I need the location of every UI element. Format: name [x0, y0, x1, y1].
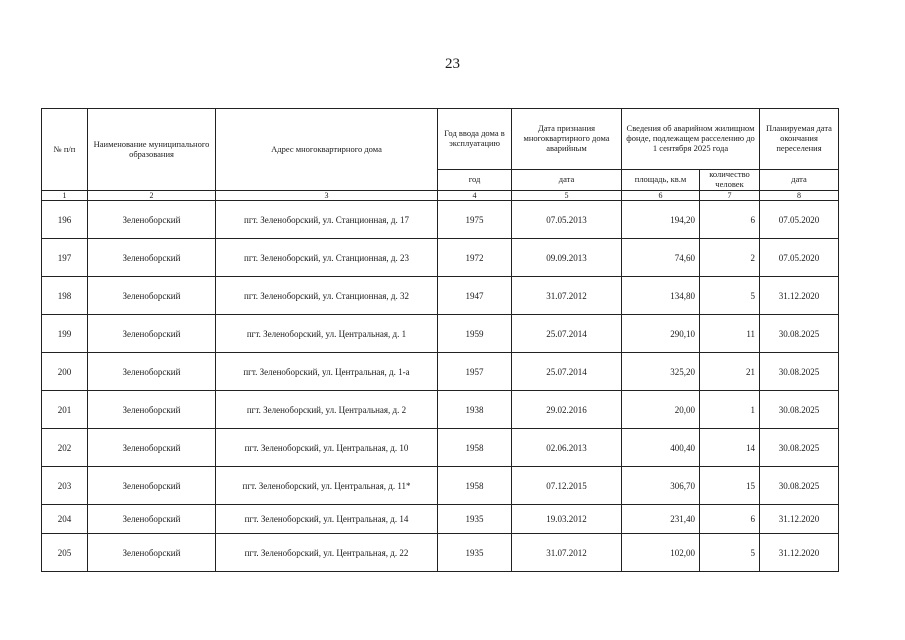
address-cell: пгт. Зеленоборский, ул. Центральная, д. 1: [216, 315, 438, 353]
area-cell: 231,40: [622, 505, 700, 534]
end-date-cell: 31.12.2020: [760, 534, 839, 572]
municipality-cell: Зеленоборский: [88, 239, 216, 277]
subheader-people: количество человек: [700, 170, 760, 191]
column-number: 8: [760, 191, 839, 201]
column-number: 1: [42, 191, 88, 201]
people-cell: 11: [700, 315, 760, 353]
address-cell: пгт. Зеленоборский, ул. Станционная, д. 23: [216, 239, 438, 277]
emergency-date-cell: 07.05.2013: [512, 201, 622, 239]
table-row: [42, 391, 839, 429]
header-resettlement-end: Планируемая дата окончания переселения: [760, 109, 839, 170]
area-cell: 325,20: [622, 353, 700, 391]
address-cell: пгт. Зеленоборский, ул. Станционная, д. 17: [216, 201, 438, 239]
row-number: 201: [42, 391, 88, 429]
year-cell: 1938: [438, 391, 512, 429]
people-cell: 2: [700, 239, 760, 277]
table-row: [42, 353, 839, 391]
header-commission-year: Год ввода дома в эксплуатацию: [438, 109, 512, 170]
table-row: [42, 505, 839, 534]
column-number: 6: [622, 191, 700, 201]
area-cell: 306,70: [622, 467, 700, 505]
table-row: [42, 201, 839, 239]
municipality-cell: Зеленоборский: [88, 201, 216, 239]
emergency-date-cell: 29.02.2016: [512, 391, 622, 429]
year-cell: 1958: [438, 467, 512, 505]
municipality-cell: Зеленоборский: [88, 467, 216, 505]
people-cell: 21: [700, 353, 760, 391]
header-emergency-housing: Сведения об аварийном жилищном фонде, подлежащем расселению до 1 сентября 2025 года: [622, 109, 760, 170]
end-date-cell: 31.12.2020: [760, 505, 839, 534]
column-number: 2: [88, 191, 216, 201]
people-cell: 5: [700, 277, 760, 315]
row-number: 197: [42, 239, 88, 277]
people-cell: 14: [700, 429, 760, 467]
end-date-cell: 07.05.2020: [760, 239, 839, 277]
municipality-cell: Зеленоборский: [88, 315, 216, 353]
year-cell: 1947: [438, 277, 512, 315]
column-number: 5: [512, 191, 622, 201]
subheader-date: дата: [512, 170, 622, 191]
header-emergency-date: Дата признания многоквартирного дома аварийным: [512, 109, 622, 170]
row-number: 198: [42, 277, 88, 315]
address-cell: пгт. Зеленоборский, ул. Центральная, д. 1-а: [216, 353, 438, 391]
column-number: 3: [216, 191, 438, 201]
header-address: Адрес многоквартирного дома: [216, 109, 438, 191]
people-cell: 15: [700, 467, 760, 505]
municipality-cell: Зеленоборский: [88, 534, 216, 572]
table-row: [42, 534, 839, 572]
column-number: 7: [700, 191, 760, 201]
table-row: [42, 315, 839, 353]
end-date-cell: 30.08.2025: [760, 467, 839, 505]
row-number: 196: [42, 201, 88, 239]
address-cell: пгт. Зеленоборский, ул. Центральная, д. 14: [216, 505, 438, 534]
subheader-end-date: дата: [760, 170, 839, 191]
area-cell: 20,00: [622, 391, 700, 429]
address-cell: пгт. Зеленоборский, ул. Центральная, д. 22: [216, 534, 438, 572]
end-date-cell: 31.12.2020: [760, 277, 839, 315]
address-cell: пгт. Зеленоборский, ул. Центральная, д. 2: [216, 391, 438, 429]
year-cell: 1959: [438, 315, 512, 353]
emergency-date-cell: 02.06.2013: [512, 429, 622, 467]
row-number: 205: [42, 534, 88, 572]
end-date-cell: 30.08.2025: [760, 315, 839, 353]
row-number: 199: [42, 315, 88, 353]
people-cell: 6: [700, 201, 760, 239]
area-cell: 400,40: [622, 429, 700, 467]
year-cell: 1958: [438, 429, 512, 467]
municipality-cell: Зеленоборский: [88, 391, 216, 429]
people-cell: 1: [700, 391, 760, 429]
municipality-cell: Зеленоборский: [88, 429, 216, 467]
column-number: 4: [438, 191, 512, 201]
year-cell: 1972: [438, 239, 512, 277]
header-municipality: Наименование муниципального образования: [88, 109, 216, 191]
table-row: [42, 467, 839, 505]
people-cell: 5: [700, 534, 760, 572]
area-cell: 134,80: [622, 277, 700, 315]
area-cell: 102,00: [622, 534, 700, 572]
year-cell: 1935: [438, 505, 512, 534]
emergency-date-cell: 19.03.2012: [512, 505, 622, 534]
subheader-year: год: [438, 170, 512, 191]
year-cell: 1935: [438, 534, 512, 572]
address-cell: пгт. Зеленоборский, ул. Станционная, д. 32: [216, 277, 438, 315]
municipality-cell: Зеленоборский: [88, 353, 216, 391]
subheader-area: площадь, кв.м: [622, 170, 700, 191]
end-date-cell: 30.08.2025: [760, 353, 839, 391]
area-cell: 194,20: [622, 201, 700, 239]
end-date-cell: 30.08.2025: [760, 429, 839, 467]
housing-registry-table: [41, 108, 839, 572]
header-row: [42, 109, 839, 170]
address-cell: пгт. Зеленоборский, ул. Центральная, д. 10: [216, 429, 438, 467]
table-row: [42, 239, 839, 277]
area-cell: 290,10: [622, 315, 700, 353]
row-number: 204: [42, 505, 88, 534]
table-row: [42, 277, 839, 315]
emergency-date-cell: 25.07.2014: [512, 353, 622, 391]
row-number: 200: [42, 353, 88, 391]
emergency-date-cell: 09.09.2013: [512, 239, 622, 277]
page-number: 23: [445, 56, 460, 72]
address-cell: пгт. Зеленоборский, ул. Центральная, д. 11*: [216, 467, 438, 505]
column-number-row: [42, 191, 839, 201]
row-number: 202: [42, 429, 88, 467]
municipality-cell: Зеленоборский: [88, 505, 216, 534]
header-row-number: № п/п: [42, 109, 88, 191]
people-cell: 6: [700, 505, 760, 534]
year-cell: 1975: [438, 201, 512, 239]
emergency-date-cell: 31.07.2012: [512, 534, 622, 572]
emergency-date-cell: 07.12.2015: [512, 467, 622, 505]
end-date-cell: 30.08.2025: [760, 391, 839, 429]
area-cell: 74,60: [622, 239, 700, 277]
row-number: 203: [42, 467, 88, 505]
emergency-date-cell: 25.07.2014: [512, 315, 622, 353]
table-row: [42, 429, 839, 467]
end-date-cell: 07.05.2020: [760, 201, 839, 239]
municipality-cell: Зеленоборский: [88, 277, 216, 315]
emergency-date-cell: 31.07.2012: [512, 277, 622, 315]
year-cell: 1957: [438, 353, 512, 391]
